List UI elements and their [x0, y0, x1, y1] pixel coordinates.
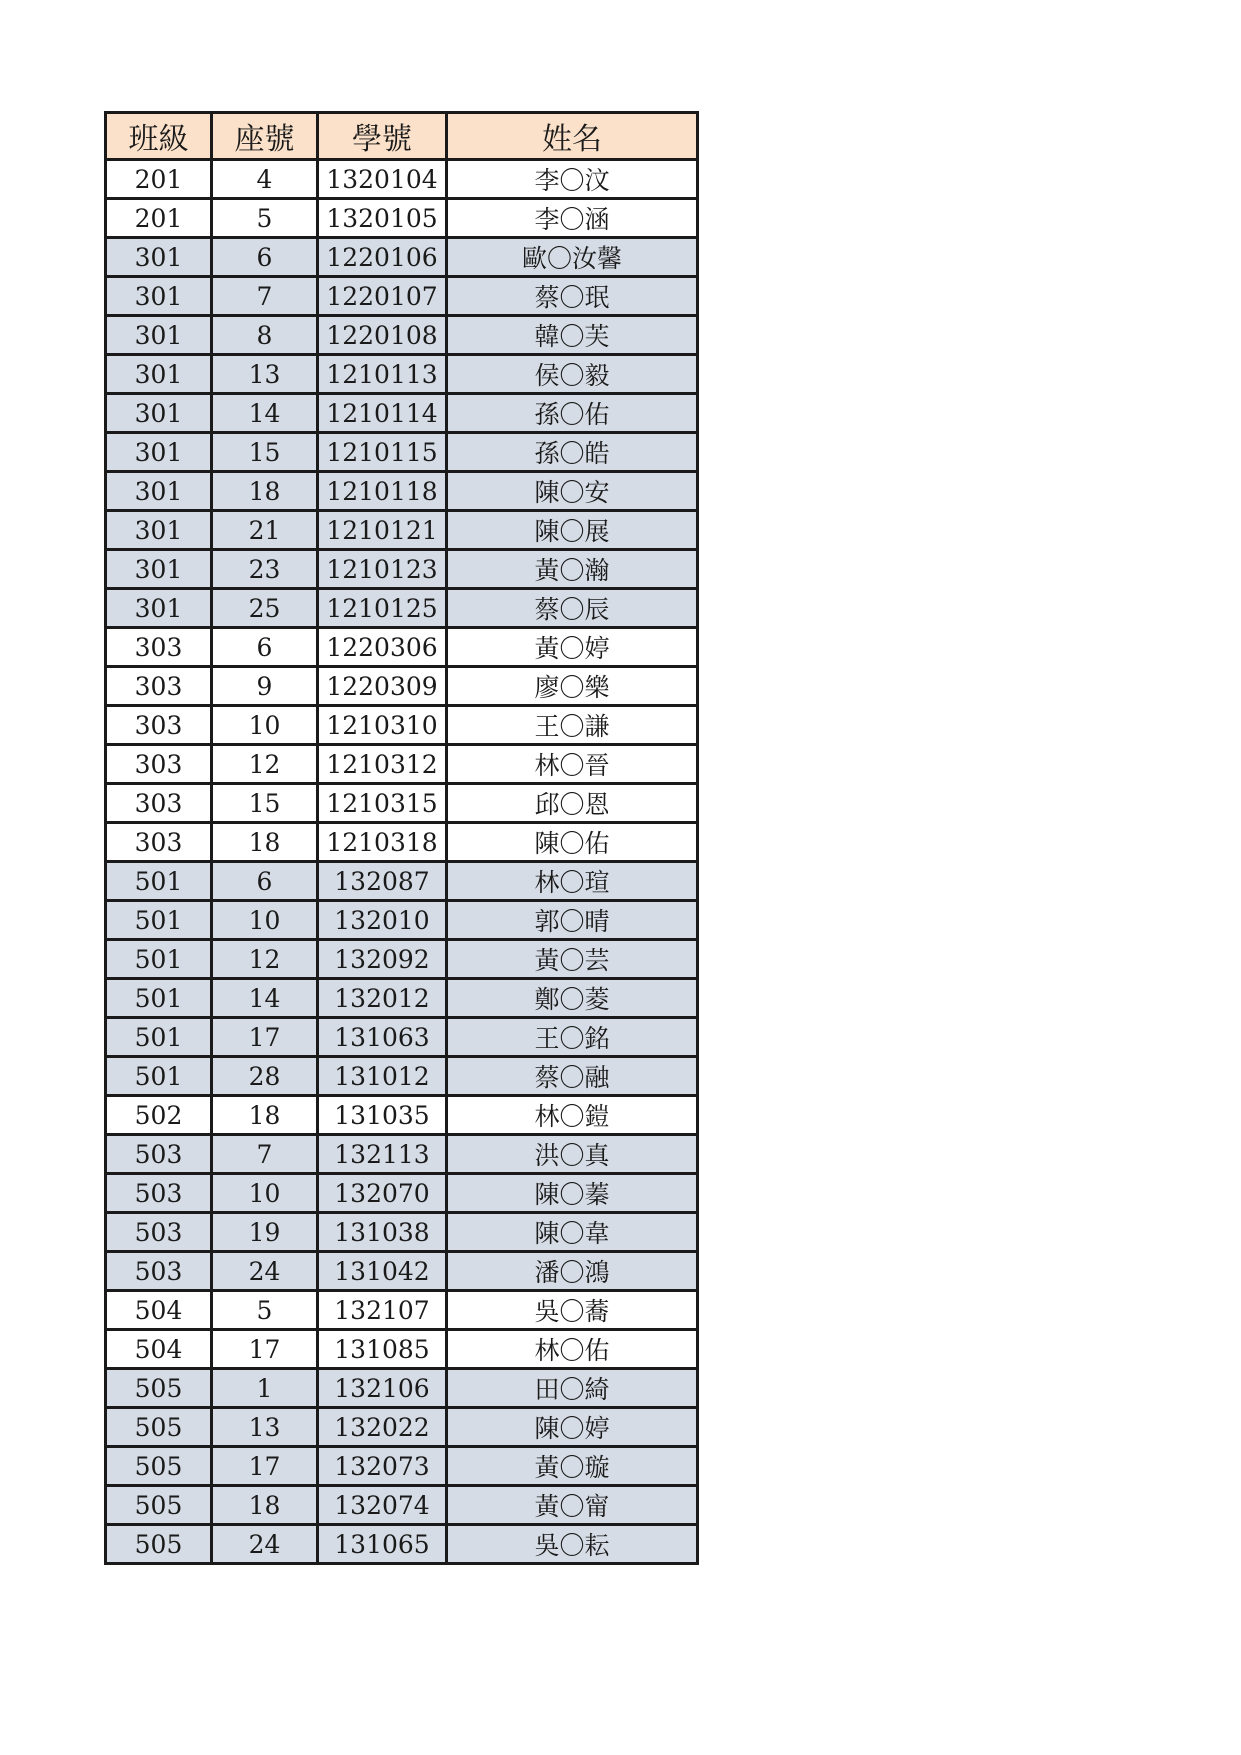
table-row: [106, 1057, 698, 1096]
cell-class: 505: [106, 1447, 212, 1486]
cell-student-id: 1210118: [318, 472, 447, 511]
cell-name: 鄭〇菱: [447, 979, 698, 1018]
cell-class: 301: [106, 589, 212, 628]
cell-student-id: 1210123: [318, 550, 447, 589]
cell-seat: 18: [212, 1486, 318, 1525]
cell-name: 郭〇晴: [447, 901, 698, 940]
roster-sheet: [104, 111, 699, 1565]
cell-seat: 21: [212, 511, 318, 550]
cell-class: 301: [106, 511, 212, 550]
cell-class: 303: [106, 628, 212, 667]
cell-seat: 6: [212, 238, 318, 277]
cell-student-id: 1220107: [318, 277, 447, 316]
cell-seat: 5: [212, 199, 318, 238]
cell-name: 侯〇毅: [447, 355, 698, 394]
cell-name: 蔡〇辰: [447, 589, 698, 628]
cell-class: 301: [106, 394, 212, 433]
cell-class: 303: [106, 823, 212, 862]
cell-seat: 7: [212, 1135, 318, 1174]
cell-class: 504: [106, 1291, 212, 1330]
cell-class: 301: [106, 550, 212, 589]
cell-class: 503: [106, 1213, 212, 1252]
cell-student-id: 132107: [318, 1291, 447, 1330]
cell-student-id: 132106: [318, 1369, 447, 1408]
cell-student-id: 1210315: [318, 784, 447, 823]
cell-name: 廖〇樂: [447, 667, 698, 706]
cell-class: 505: [106, 1369, 212, 1408]
cell-student-id: 132073: [318, 1447, 447, 1486]
cell-name: 蔡〇融: [447, 1057, 698, 1096]
table-row: [106, 628, 698, 667]
cell-student-id: 132092: [318, 940, 447, 979]
cell-name: 吳〇耘: [447, 1525, 698, 1564]
table-row: [106, 355, 698, 394]
cell-class: 501: [106, 1018, 212, 1057]
cell-student-id: 1210113: [318, 355, 447, 394]
cell-name: 韓〇芙: [447, 316, 698, 355]
cell-student-id: 1320105: [318, 199, 447, 238]
table-row: [106, 1291, 698, 1330]
cell-seat: 18: [212, 823, 318, 862]
cell-seat: 13: [212, 1408, 318, 1447]
cell-student-id: 1210114: [318, 394, 447, 433]
cell-seat: 14: [212, 979, 318, 1018]
cell-seat: 1: [212, 1369, 318, 1408]
cell-seat: 6: [212, 862, 318, 901]
table-row: [106, 511, 698, 550]
cell-student-id: 132074: [318, 1486, 447, 1525]
table-row: [106, 979, 698, 1018]
cell-class: 501: [106, 901, 212, 940]
table-row: [106, 784, 698, 823]
cell-student-id: 1210121: [318, 511, 447, 550]
header-name: 姓名: [447, 113, 698, 160]
cell-student-id: 131063: [318, 1018, 447, 1057]
cell-seat: 18: [212, 1096, 318, 1135]
cell-seat: 15: [212, 433, 318, 472]
cell-name: 黃〇甯: [447, 1486, 698, 1525]
cell-class: 503: [106, 1252, 212, 1291]
cell-student-id: 132012: [318, 979, 447, 1018]
cell-name: 林〇佑: [447, 1330, 698, 1369]
table-row: [106, 277, 698, 316]
cell-class: 303: [106, 706, 212, 745]
table-row: [106, 1369, 698, 1408]
table-row: [106, 1135, 698, 1174]
cell-name: 林〇晉: [447, 745, 698, 784]
cell-name: 陳〇安: [447, 472, 698, 511]
header-student-id: 學號: [318, 113, 447, 160]
table-row: [106, 1486, 698, 1525]
cell-seat: 10: [212, 706, 318, 745]
table-row: [106, 160, 698, 199]
cell-name: 洪〇真: [447, 1135, 698, 1174]
cell-class: 501: [106, 862, 212, 901]
cell-name: 黃〇瀚: [447, 550, 698, 589]
cell-name: 黃〇婷: [447, 628, 698, 667]
cell-seat: 12: [212, 745, 318, 784]
table-row: [106, 667, 698, 706]
cell-student-id: 131085: [318, 1330, 447, 1369]
cell-seat: 9: [212, 667, 318, 706]
table-body: [106, 160, 698, 1564]
cell-name: 潘〇鴻: [447, 1252, 698, 1291]
cell-student-id: 131065: [318, 1525, 447, 1564]
cell-class: 505: [106, 1408, 212, 1447]
cell-seat: 19: [212, 1213, 318, 1252]
cell-student-id: 132087: [318, 862, 447, 901]
cell-seat: 10: [212, 901, 318, 940]
cell-seat: 23: [212, 550, 318, 589]
student-roster-table: [104, 111, 699, 1565]
cell-student-id: 1210115: [318, 433, 447, 472]
cell-student-id: 1210310: [318, 706, 447, 745]
cell-seat: 8: [212, 316, 318, 355]
cell-name: 黃〇璇: [447, 1447, 698, 1486]
cell-student-id: 132022: [318, 1408, 447, 1447]
cell-class: 501: [106, 979, 212, 1018]
table-row: [106, 901, 698, 940]
cell-name: 李〇涵: [447, 199, 698, 238]
cell-seat: 12: [212, 940, 318, 979]
cell-student-id: 131042: [318, 1252, 447, 1291]
cell-class: 301: [106, 316, 212, 355]
cell-class: 303: [106, 667, 212, 706]
cell-seat: 25: [212, 589, 318, 628]
cell-class: 505: [106, 1525, 212, 1564]
cell-seat: 14: [212, 394, 318, 433]
table-row: [106, 940, 698, 979]
cell-student-id: 1220108: [318, 316, 447, 355]
cell-student-id: 132010: [318, 901, 447, 940]
cell-class: 201: [106, 160, 212, 199]
table-row: [106, 1018, 698, 1057]
cell-seat: 5: [212, 1291, 318, 1330]
cell-name: 田〇綺: [447, 1369, 698, 1408]
table-row: [106, 862, 698, 901]
cell-student-id: 132113: [318, 1135, 447, 1174]
cell-student-id: 132070: [318, 1174, 447, 1213]
cell-name: 孫〇佑: [447, 394, 698, 433]
cell-class: 503: [106, 1174, 212, 1213]
cell-name: 陳〇韋: [447, 1213, 698, 1252]
table-row: [106, 1213, 698, 1252]
cell-name: 黃〇芸: [447, 940, 698, 979]
table-row: [106, 238, 698, 277]
table-row: [106, 1330, 698, 1369]
cell-name: 陳〇展: [447, 511, 698, 550]
cell-class: 504: [106, 1330, 212, 1369]
cell-seat: 6: [212, 628, 318, 667]
cell-student-id: 1210318: [318, 823, 447, 862]
cell-class: 301: [106, 277, 212, 316]
cell-seat: 17: [212, 1018, 318, 1057]
table-row: [106, 1525, 698, 1564]
table-row: [106, 1174, 698, 1213]
cell-student-id: 1320104: [318, 160, 447, 199]
cell-class: 501: [106, 940, 212, 979]
cell-class: 503: [106, 1135, 212, 1174]
table-row: [106, 589, 698, 628]
cell-student-id: 131035: [318, 1096, 447, 1135]
table-row: [106, 823, 698, 862]
cell-class: 505: [106, 1486, 212, 1525]
cell-class: 301: [106, 472, 212, 511]
cell-class: 303: [106, 745, 212, 784]
cell-student-id: 1210312: [318, 745, 447, 784]
header-class: 班級: [106, 113, 212, 160]
cell-name: 林〇鎧: [447, 1096, 698, 1135]
cell-seat: 24: [212, 1525, 318, 1564]
table-row: [106, 706, 698, 745]
cell-seat: 4: [212, 160, 318, 199]
cell-name: 王〇銘: [447, 1018, 698, 1057]
cell-name: 孫〇皓: [447, 433, 698, 472]
cell-class: 201: [106, 199, 212, 238]
table-row: [106, 472, 698, 511]
cell-class: 502: [106, 1096, 212, 1135]
table-row: [106, 394, 698, 433]
cell-class: 501: [106, 1057, 212, 1096]
cell-name: 林〇瑄: [447, 862, 698, 901]
cell-class: 303: [106, 784, 212, 823]
cell-seat: 28: [212, 1057, 318, 1096]
header-seat: 座號: [212, 113, 318, 160]
table-row: [106, 745, 698, 784]
table-row: [106, 1447, 698, 1486]
cell-seat: 17: [212, 1447, 318, 1486]
cell-seat: 18: [212, 472, 318, 511]
cell-student-id: 131038: [318, 1213, 447, 1252]
cell-seat: 10: [212, 1174, 318, 1213]
cell-class: 301: [106, 238, 212, 277]
cell-name: 邱〇恩: [447, 784, 698, 823]
cell-name: 歐〇汝馨: [447, 238, 698, 277]
cell-seat: 15: [212, 784, 318, 823]
cell-seat: 7: [212, 277, 318, 316]
cell-name: 王〇謙: [447, 706, 698, 745]
cell-student-id: 1220309: [318, 667, 447, 706]
cell-class: 301: [106, 355, 212, 394]
cell-seat: 13: [212, 355, 318, 394]
cell-name: 陳〇佑: [447, 823, 698, 862]
cell-student-id: 1220306: [318, 628, 447, 667]
cell-name: 吳〇蕎: [447, 1291, 698, 1330]
cell-seat: 17: [212, 1330, 318, 1369]
cell-name: 蔡〇珉: [447, 277, 698, 316]
table-row: [106, 1252, 698, 1291]
cell-name: 陳〇蓁: [447, 1174, 698, 1213]
table-row: [106, 316, 698, 355]
table-row: [106, 550, 698, 589]
table-header-row: [106, 113, 698, 160]
cell-name: 李〇汶: [447, 160, 698, 199]
cell-student-id: 1210125: [318, 589, 447, 628]
table-row: [106, 1096, 698, 1135]
table-row: [106, 1408, 698, 1447]
cell-class: 301: [106, 433, 212, 472]
table-row: [106, 199, 698, 238]
cell-seat: 24: [212, 1252, 318, 1291]
cell-student-id: 131012: [318, 1057, 447, 1096]
cell-student-id: 1220106: [318, 238, 447, 277]
cell-name: 陳〇婷: [447, 1408, 698, 1447]
table-row: [106, 433, 698, 472]
